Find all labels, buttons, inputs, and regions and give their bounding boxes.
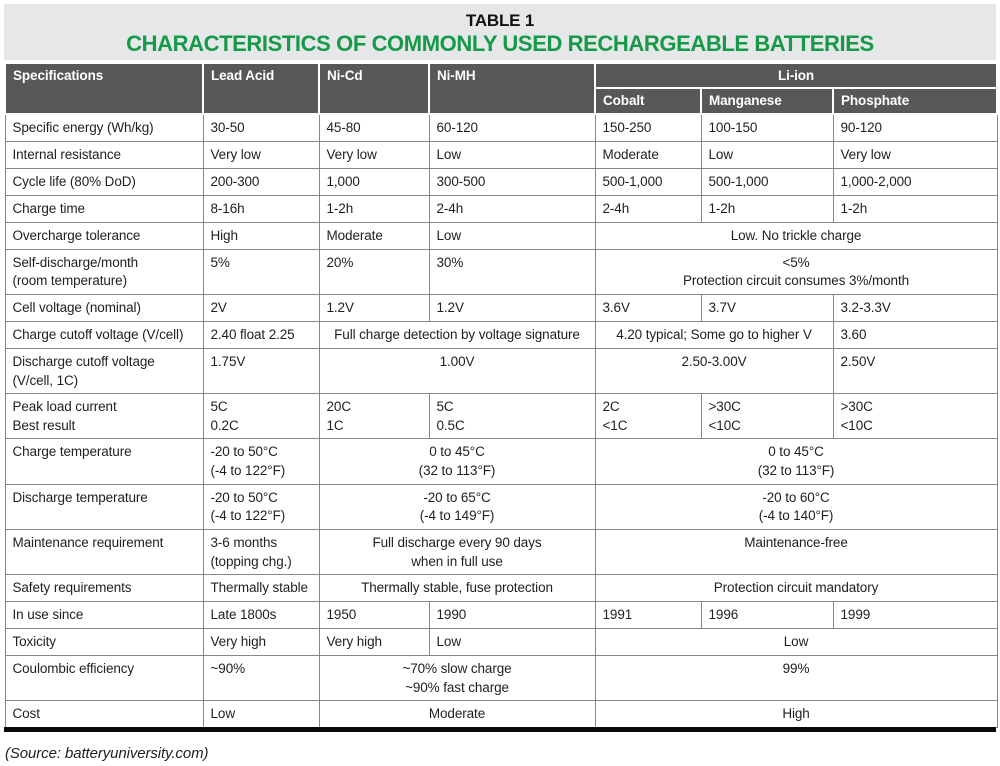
table-row <box>5 321 997 348</box>
spec-label: Cell voltage (nominal) <box>5 294 203 321</box>
table-row <box>5 656 997 701</box>
spec-label: Cycle life (80% DoD) <box>5 168 203 195</box>
cell: 1950 <box>319 602 429 629</box>
table-row <box>5 602 997 629</box>
spec-label: Discharge temperature <box>5 484 203 529</box>
cell: -20 to 50°C (-4 to 122°F) <box>203 439 319 484</box>
table-row <box>5 141 997 168</box>
table-row <box>5 701 997 728</box>
cell: 2.50V <box>833 348 997 393</box>
cell: Moderate <box>595 141 701 168</box>
cell: High <box>203 222 319 249</box>
cell: 2.40 float 2.25 <box>203 321 319 348</box>
cell: Low <box>429 629 595 656</box>
cell: 20% <box>319 249 429 294</box>
cell: Thermally stable <box>203 575 319 602</box>
cell: 2-4h <box>595 195 701 222</box>
spec-label: Charge temperature <box>5 439 203 484</box>
page-title: CHARACTERISTICS OF COMMONLY USED RECHARGEABLE BATTERIES <box>126 30 874 56</box>
cell: Full discharge every 90 days when in full use <box>319 529 595 574</box>
cell: 300-500 <box>429 168 595 195</box>
cell: Very low <box>319 141 429 168</box>
table-row <box>5 484 997 529</box>
cell: ~90% <box>203 656 319 701</box>
cell: 500-1,000 <box>701 168 833 195</box>
cell: 5C 0.5C <box>429 394 595 439</box>
cell: Moderate <box>319 701 595 728</box>
table-number: TABLE 1 <box>465 11 535 30</box>
spec-label: Overcharge tolerance <box>5 222 203 249</box>
table-row <box>5 439 997 484</box>
cell: 2.50-3.00V <box>595 348 833 393</box>
cell: 20C 1C <box>319 394 429 439</box>
table-row <box>5 348 997 393</box>
cell: 45-80 <box>319 114 429 141</box>
bottom-rule <box>4 727 996 732</box>
spec-label: Self-discharge/month (room temperature) <box>5 249 203 294</box>
cell: 0 to 45°C (32 to 113°F) <box>319 439 595 484</box>
cell: >30C <10C <box>833 394 997 439</box>
cell: 3-6 months (topping chg.) <box>203 529 319 574</box>
cell: Low <box>701 141 833 168</box>
cell: 1996 <box>701 602 833 629</box>
cell: -20 to 50°C (-4 to 122°F) <box>203 484 319 529</box>
spec-label: Discharge cutoff voltage (V/cell, 1C) <box>5 348 203 393</box>
cell: High <box>595 701 997 728</box>
spec-label: Internal resistance <box>5 141 203 168</box>
cell: 1-2h <box>319 195 429 222</box>
cell: Very high <box>203 629 319 656</box>
cell: Very low <box>203 141 319 168</box>
header-phosphate: Phosphate <box>833 88 997 114</box>
characteristics-table <box>4 62 998 728</box>
cell: 1.00V <box>319 348 595 393</box>
cell: 60-120 <box>429 114 595 141</box>
header-specifications: Specifications <box>5 63 203 114</box>
cell: Late 1800s <box>203 602 319 629</box>
spec-label: Cost <box>5 701 203 728</box>
spec-label: Coulombic efficiency <box>5 656 203 701</box>
header-lead-acid: Lead Acid <box>203 63 319 114</box>
cell: >30C <10C <box>701 394 833 439</box>
cell: 3.2-3.3V <box>833 294 997 321</box>
cell: 99% <box>595 656 997 701</box>
table-row <box>5 629 997 656</box>
cell: 90-120 <box>833 114 997 141</box>
cell: 200-300 <box>203 168 319 195</box>
table-header <box>5 63 997 114</box>
cell: Low <box>429 141 595 168</box>
cell: Low <box>595 629 997 656</box>
header-cobalt: Cobalt <box>595 88 701 114</box>
cell: 1999 <box>833 602 997 629</box>
header-ni-mh: Ni-MH <box>429 63 595 114</box>
cell: 5% <box>203 249 319 294</box>
table-body <box>5 114 997 728</box>
cell: -20 to 65°C (-4 to 149°F) <box>319 484 595 529</box>
cell: Full charge detection by voltage signature <box>319 321 595 348</box>
header-row-top <box>5 63 997 88</box>
cell: 4.20 typical; Some go to higher V <box>595 321 833 348</box>
cell: Low. No trickle charge <box>595 222 997 249</box>
spec-label: In use since <box>5 602 203 629</box>
cell: 150-250 <box>595 114 701 141</box>
cell: 30% <box>429 249 595 294</box>
table-row <box>5 195 997 222</box>
cell: Low <box>203 701 319 728</box>
cell: 3.6V <box>595 294 701 321</box>
cell: -20 to 60°C (-4 to 140°F) <box>595 484 997 529</box>
cell: 1,000 <box>319 168 429 195</box>
spec-label: Peak load current Best result <box>5 394 203 439</box>
cell: 1,000-2,000 <box>833 168 997 195</box>
cell: 0 to 45°C (32 to 113°F) <box>595 439 997 484</box>
cell: Maintenance-free <box>595 529 997 574</box>
cell: Moderate <box>319 222 429 249</box>
cell: 2C <1C <box>595 394 701 439</box>
table-row <box>5 529 997 574</box>
cell: <5% Protection circuit consumes 3%/month <box>595 249 997 294</box>
spec-label: Charge time <box>5 195 203 222</box>
cell: 8-16h <box>203 195 319 222</box>
cell: 5C 0.2C <box>203 394 319 439</box>
cell: 2V <box>203 294 319 321</box>
cell: Very low <box>833 141 997 168</box>
cell: 1-2h <box>701 195 833 222</box>
table-row <box>5 222 997 249</box>
spec-label: Specific energy (Wh/kg) <box>5 114 203 141</box>
battery-table-figure <box>4 4 996 732</box>
cell: Thermally stable, fuse protection <box>319 575 595 602</box>
cell: 1.75V <box>203 348 319 393</box>
cell: 1-2h <box>833 195 997 222</box>
cell: 3.7V <box>701 294 833 321</box>
spec-label: Charge cutoff voltage (V/cell) <box>5 321 203 348</box>
cell: Low <box>429 222 595 249</box>
cell: 2-4h <box>429 195 595 222</box>
cell: 1.2V <box>319 294 429 321</box>
cell: 1990 <box>429 602 595 629</box>
title-band <box>4 4 996 60</box>
table-row <box>5 249 997 294</box>
spec-label: Maintenance requirement <box>5 529 203 574</box>
source-note: (Source: batteryuniversity.com) <box>5 745 209 763</box>
header-ni-cd: Ni-Cd <box>319 63 429 114</box>
cell: 30-50 <box>203 114 319 141</box>
cell: 100-150 <box>701 114 833 141</box>
table-row <box>5 294 997 321</box>
table-row <box>5 114 997 141</box>
cell: Very high <box>319 629 429 656</box>
cell: 500-1,000 <box>595 168 701 195</box>
cell: Protection circuit mandatory <box>595 575 997 602</box>
header-manganese: Manganese <box>701 88 833 114</box>
table-row <box>5 575 997 602</box>
spec-label: Safety requirements <box>5 575 203 602</box>
cell: 1991 <box>595 602 701 629</box>
table-row <box>5 394 997 439</box>
cell: 3.60 <box>833 321 997 348</box>
cell: ~70% slow charge ~90% fast charge <box>319 656 595 701</box>
header-li-ion: Li-ion <box>595 63 997 88</box>
cell: 1.2V <box>429 294 595 321</box>
table-row <box>5 168 997 195</box>
spec-label: Toxicity <box>5 629 203 656</box>
